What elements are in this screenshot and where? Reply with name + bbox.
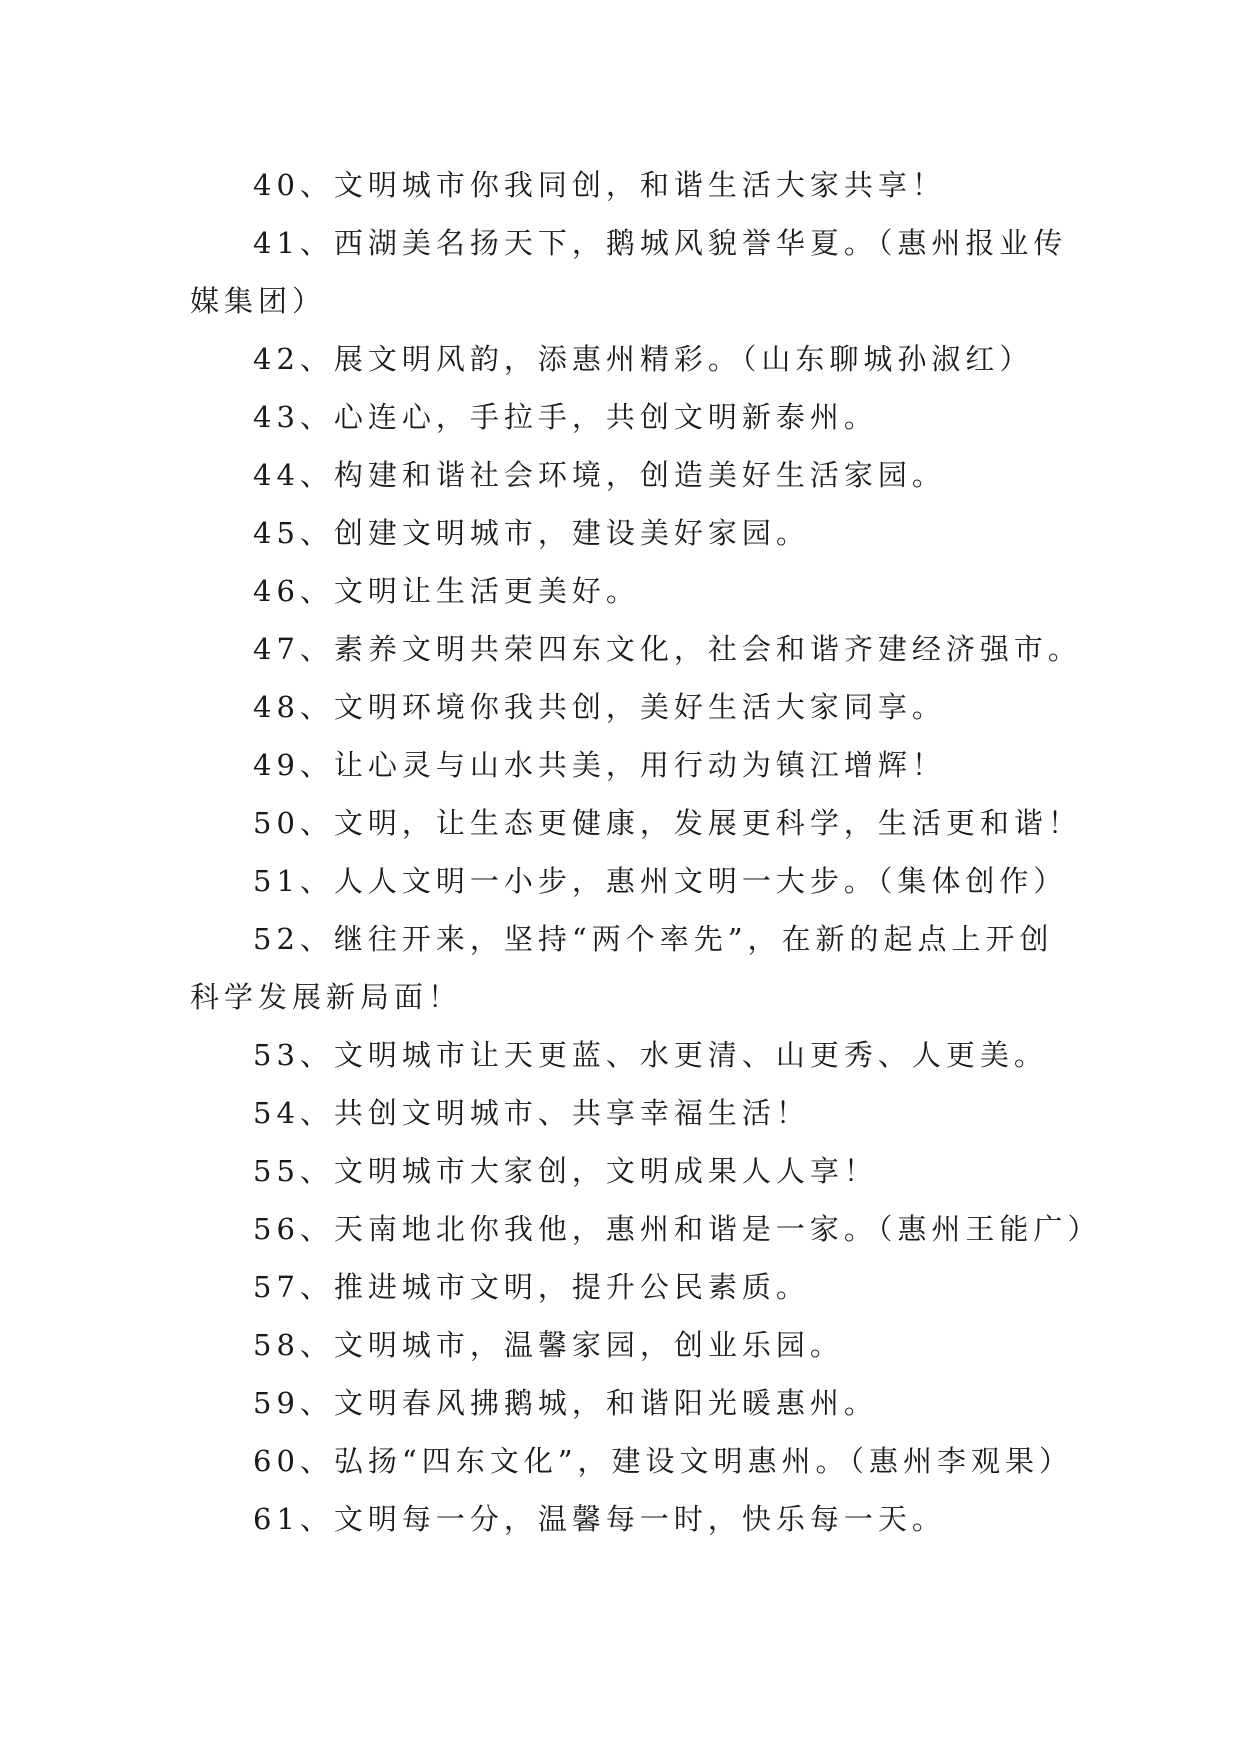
slogan-41: 41、西湖美名扬天下，鹅城风貌誉华夏。（惠州报业传 <box>253 226 1068 260</box>
slogan-61: 61、文明每一分，温馨每一时，快乐每一天。 <box>253 1502 946 1536</box>
slogan-45: 45、创建文明城市，建设美好家园。 <box>253 516 810 550</box>
slogan-52: 52、继往开来，坚持“两个率先”，在新的起点上开创 <box>253 922 1054 956</box>
slogan-48: 48、文明环境你我共创，美好生活大家同享。 <box>253 690 946 724</box>
slogan-60: 60、弘扬“四东文化”，建设文明惠州。（惠州李观果） <box>253 1444 1074 1478</box>
slogan-53: 53、文明城市让天更蓝、水更清、山更秀、人更美。 <box>253 1038 1048 1072</box>
slogan-51: 51、人人文明一小步，惠州文明一大步。（集体创作） <box>253 864 1068 898</box>
slogan-59: 59、文明春风拂鹅城，和谐阳光暖惠州。 <box>253 1386 878 1420</box>
slogan-49: 49、让心灵与山水共美，用行动为镇江增辉！ <box>253 748 946 782</box>
slogan-54: 54、共创文明城市、共享幸福生活！ <box>253 1096 810 1130</box>
slogan-52-continuation: 科学发展新局面！ <box>190 980 463 1014</box>
slogan-55: 55、文明城市大家创，文明成果人人享！ <box>253 1154 878 1188</box>
slogan-47: 47、素养文明共荣四东文化，社会和谐齐建经济强市。 <box>253 632 1082 666</box>
slogan-57: 57、推进城市文明，提升公民素质。 <box>253 1270 810 1304</box>
slogan-43: 43、心连心，手拉手，共创文明新泰州。 <box>253 400 878 434</box>
slogan-50: 50、文明，让生态更健康，发展更科学，生活更和谐！ <box>253 806 1082 840</box>
slogan-56: 56、天南地北你我他，惠州和谐是一家。（惠州王能广） <box>253 1212 1102 1246</box>
slogan-42: 42、展文明风韵，添惠州精彩。（山东聊城孙淑红） <box>253 342 1034 376</box>
slogan-40: 40、文明城市你我同创，和谐生活大家共享！ <box>253 168 946 202</box>
slogan-46: 46、文明让生活更美好。 <box>253 574 640 608</box>
slogan-41-continuation: 媒集团） <box>190 284 327 318</box>
slogan-58: 58、文明城市，温馨家园，创业乐园。 <box>253 1328 844 1362</box>
slogan-44: 44、构建和谐社会环境，创造美好生活家园。 <box>253 458 946 492</box>
